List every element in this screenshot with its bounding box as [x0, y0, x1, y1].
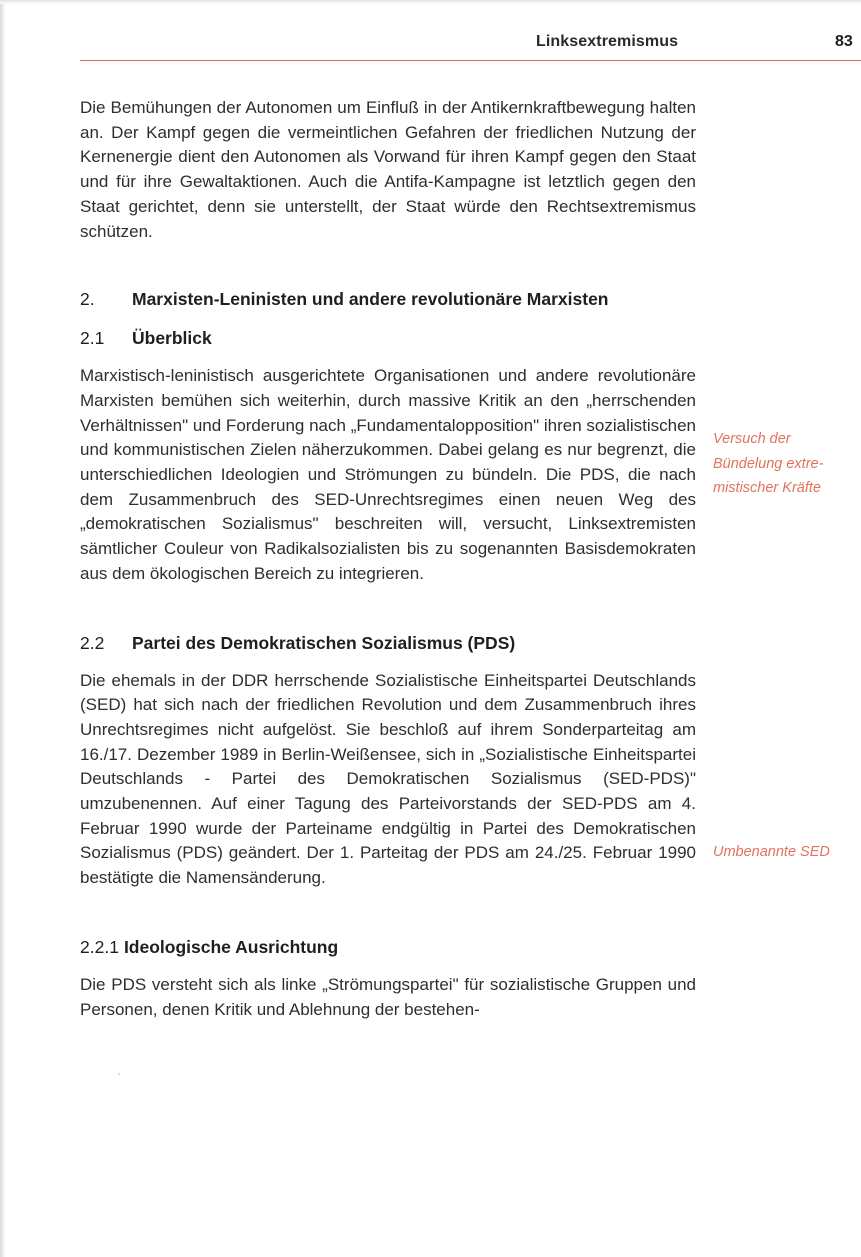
main-text-column — [80, 96, 696, 1022]
page-edge-shadow — [0, 0, 6, 1257]
section-2-1-paragraph: Marxistisch-leninistisch ausgerichtete Organisationen und andere revolutionäre Marxisten bemühen sich weiterhin, durch massive Kritik an den „herrschenden Verhältnissen" und Forderung nach „Fundamentalopposition" ihren sozialistischen und kommunistischen Zielen näherzukommen. Dabei gelang es nur begrenzt, die unterschiedlichen Ideologien und Strömungen zu bündeln. Die PDS, die nach dem Zusammenbruch des SED-Unrechtsregimes einen neuen Weg des „demokratischen Sozialismus" beschreiten will, versucht, Linksextremisten sämtlicher Couleur von Radikalsozialisten bis zu sogenannten Basisdemokraten aus dem ökologischen Bereich zu integrieren. — [80, 366, 696, 583]
page-top-shadow — [0, 0, 861, 4]
margin-note-line: Bündelung extre- — [713, 455, 824, 472]
header-rule — [80, 60, 861, 61]
running-title: Linksextremismus — [536, 33, 679, 50]
section-2-2-heading — [80, 631, 696, 655]
section-2-1-number: 2.1 — [80, 328, 105, 349]
section-2-2-1-heading — [80, 935, 696, 959]
section-2-2-title: Partei des Demokratischen Sozialismus (PDS) — [132, 632, 516, 653]
section-2-2-paragraph: Die ehemals in der DDR herrschende Sozialistische Einheitspartei Deutschlands (SED) hat sich nach der friedlichen Revolution und dem Zusammenbruch ihres Unrechtsregimes nicht aufgelöst. Sie beschloß auf ihrem Sonderparteitag am 16./17. Dezember 1989 in Berlin-Weißensee, sich in „Sozialistische Einheitspartei Deutschlands - Partei des Demokratischen Sozialismus (SED-PDS)" umzubenennen. Auf einer Tagung des Parteivorstands der SED-PDS am 4. Februar 1990 wurde der Parteiname endgültig in Partei des Demokratischen Sozialismus (PDS) geändert. Der 1. Parteitag der PDS am 24./25. Februar 1990 bestätigte die Namensänderung. — [80, 670, 696, 888]
running-header — [80, 30, 861, 60]
section-2-number: 2. — [80, 289, 95, 310]
intro-paragraph: Die Bemühungen der Autonomen um Einfluß in der Antikernkraftbewegung halten an. Der Kampf gegen die vermeintlichen Gefahren der friedlichen Nutzung der Kernenergie dient den Autonomen als Vorwand für ihren Kampf gegen den Staat und für ihre Gewaltaktionen. Auch die Antifa-Kampagne ist letztlich gegen den Staat gerichtet, denn sie unterstellt, der Staat würde den Rechtsextremismus schützen. — [80, 98, 696, 241]
margin-note-umbenannte-sed — [713, 840, 861, 865]
section-2-2-1-paragraph: Die PDS versteht sich als linke „Strömungspartei" für sozialistische Gruppen und Personen, denen Kritik und Ablehnung der bestehen- — [80, 974, 696, 1019]
margin-note-line: Versuch der — [713, 431, 791, 447]
margin-note-line: Umbenannte SED — [713, 844, 830, 860]
page-number: 83 — [835, 33, 853, 50]
section-2-1-heading — [80, 326, 696, 350]
section-2-1-title: Überblick — [132, 328, 212, 349]
scan-speck — [118, 1073, 120, 1075]
section-2-2-1-title: Ideologische Ausrichtung — [123, 936, 339, 957]
margin-note-line: mistischer Kräfte — [713, 480, 821, 497]
section-2-title: Marxisten-Leninisten und andere revolutionäre Marxisten — [132, 289, 609, 310]
section-2-2-1-number: 2.2.1 — [80, 936, 119, 957]
section-2-2-number: 2.2 — [80, 632, 105, 653]
margin-note-buendelung — [713, 427, 861, 501]
section-2-heading — [80, 287, 696, 311]
